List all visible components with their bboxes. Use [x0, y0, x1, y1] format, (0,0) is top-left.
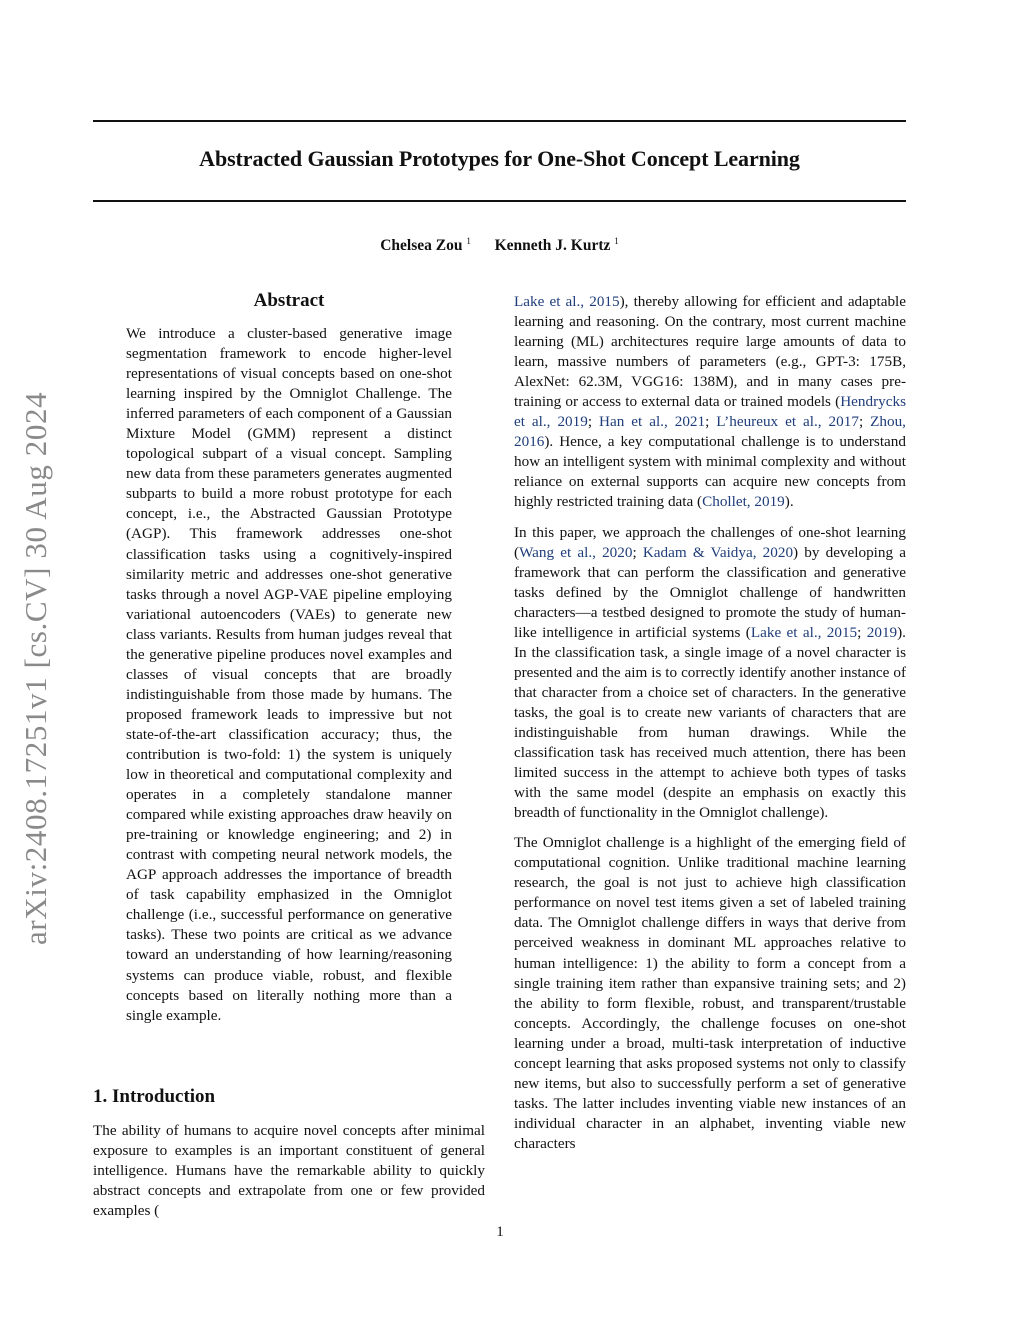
citation-link[interactable]: Zhou, 2016 — [514, 413, 906, 451]
title-rule-top — [93, 120, 906, 122]
citation-separator: ; — [858, 413, 871, 431]
intro-text: ). Hence, a key computational challenge is to understand how an intelligent system with minimal complexity and without reliance on external supports can acquire new concepts from highly restricted training data ( — [514, 433, 906, 511]
citation-separator: ; — [587, 413, 600, 431]
title-rule-bottom — [93, 200, 906, 202]
citation-separator: ; — [857, 623, 867, 641]
intro-text: ). — [784, 493, 794, 511]
citation-separator: ; — [632, 543, 643, 561]
intro-paragraph-3: The Omniglot challenge is a highlight of the emerging field of computational cognition. Unlike traditional machine learning research, the goal is not just to achieve high classification performance on novel test items given a set of labeled training data. The Omniglot challenge differs in ways that derive from perceived weakness in dominant ML approaches relative to human intelligence: 1) the ability to form a concept from a single training item rather than expansive training sets; and 2) the ability to form flexible, robust, and transparent/trustable concepts. Accordingly, the challenge focuses on one-shot learning under a broad, multi-task interpretation of inductive concept learning that asks proposed systems not only to classify new items, but also to successfully perform a set of generative tasks. The latter includes inventing viable new instances of an individual character in an alphabet, inventing viable new characters — [514, 834, 906, 1152]
author-name: Chelsea Zou — [380, 237, 463, 255]
section-heading-introduction: 1. Introduction — [93, 1086, 216, 1107]
citation-link[interactable]: Wang et al., 2020 — [519, 543, 633, 561]
paper-title: Abstracted Gaussian Prototypes for One-Shot Concept Learning — [199, 146, 800, 171]
intro-text: ) by developing a framework that can perform the classification and generative tasks defined by the Omniglot challenge of handwritten characters—a testbed designed to promote the study of human-like intelligence in artificial systems ( — [514, 543, 906, 641]
citation-link[interactable]: Lake et al., 2015 — [750, 623, 858, 641]
author-affiliation: 1 — [614, 236, 619, 246]
right-column — [514, 292, 906, 1164]
citation-link[interactable]: L’heureux et al., 2017 — [716, 413, 859, 431]
citation-link[interactable]: Kadam & Vaidya, 2020 — [642, 543, 794, 561]
citation-link[interactable]: Chollet, 2019 — [702, 493, 785, 511]
abstract-heading: Abstract — [253, 290, 325, 311]
intro-paragraph-1-start — [93, 1121, 485, 1221]
author-name: Kenneth J. Kurtz — [494, 237, 611, 255]
intro-text: ). In the classification task, a single image of a novel character is presented and the aim is to correctly identify another instance of that character from a choice set of characters. In the generative tasks, the goal is to create new variants of characters that are indistinguishable from human drawings. While the classification task has received much attention, there has been limited success in the attempt to achieve both types of tasks with the same model (despite an emphasis on exactly this breadth of functionality in the Omniglot challenge). — [514, 623, 906, 822]
abstract-paragraph: We introduce a cluster-based generative image segmentation framework to encode higher-level representations of visual concepts based on one-shot learning inspired by the Omniglot Challenge. The inferred parameters of each component of a Gaussian Mixture Model (GMM) represent a distinct topological subpart of a visual concept. Sampling new data from these parameters generates augmented subparts to build a more robust prototype for each concept, i.e., the Abstracted Gaussian Prototype (AGP). This framework addresses one-shot classification tasks using a cognitively-inspired similarity metric and addresses one-shot generative tasks through a novel AGP-VAE pipeline employing variational autoencoders (VAEs) to generate new class variants. Results from human judges reveal that the generative pipeline produces novel examples and classes of visual concepts that are broadly indistinguishable from those made by humans. The proposed framework leads to impressive but not state-of-the-art classification accuracy; thus, the contribution is two-fold: 1) the system is uniquely low in theoretical and computational complexity and operates in a completely standalone manner compared while existing approaches draw heavily on pre-training or knowledge engineering; and 2) in contrast with competing neural network models, the AGP approach addresses the importance of breadth of task capability emphasized in the Omniglot challenge (i.e., successful performance on generative tasks). These two points are critical as we advance toward an understanding of how learning/reasoning systems can produce viable, robust, and flexible concepts based on literally nothing more than a single example. — [126, 325, 452, 1024]
citation-link[interactable]: Hendrycks et al., 2019 — [514, 393, 906, 431]
intro-text: ), thereby allowing for efficient and adaptable learning and reasoning. On the contrary, most current machine learning (ML) architectures require large amounts of data to learn, massive numbers of parameters (e.g., GPT-3: 175B, AlexNet: 62.3M, VGG16: 138M), and in many cases pre-training or access to external data or trained models ( — [514, 293, 906, 411]
intro-paragraph-2 — [514, 523, 906, 824]
citation-link[interactable]: Han et al., 2021 — [599, 413, 706, 431]
author-affiliation: 1 — [466, 236, 471, 246]
intro-text: The ability of humans to acquire novel concepts after minimal exposure to examples is an important constituent of general intelligence. Humans have the remarkable ability to quickly abstract concepts and extrapolate from one or few provided examples ( — [93, 1122, 485, 1220]
arxiv-identifier: arXiv:2408.17251v1 [cs.CV] 30 Aug 2024 — [18, 391, 53, 945]
page-number: 1 — [496, 1224, 504, 1240]
abstract-text — [126, 324, 452, 1026]
citation-link[interactable]: 2019 — [866, 623, 898, 641]
author-list — [93, 236, 906, 255]
intro-paragraph-1-continued — [514, 292, 906, 513]
intro-text: In this paper, we approach the challenges of one-shot learning ( — [514, 523, 906, 561]
citation-link[interactable]: Lake et al., 2015 — [514, 293, 620, 310]
citation-separator: ; — [705, 413, 717, 431]
